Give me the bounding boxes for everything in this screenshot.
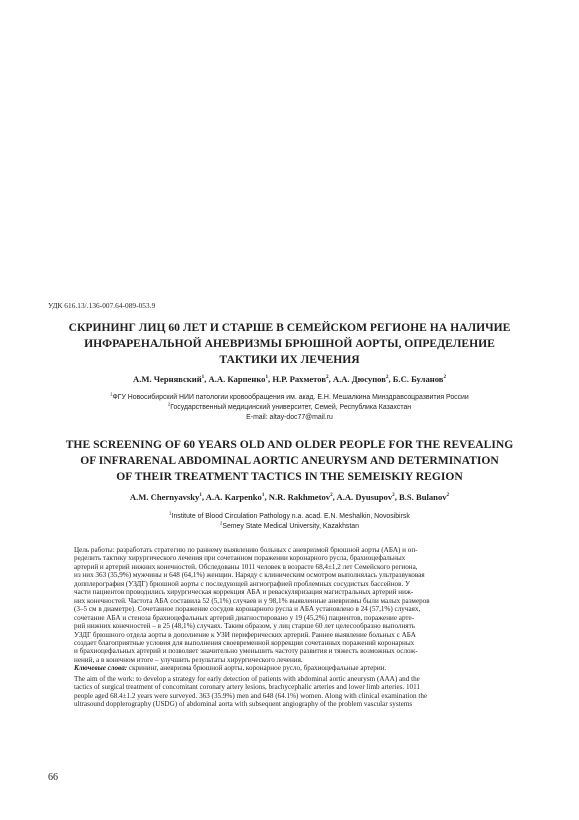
english-title-line: OF INFRARENAL ABDOMINAL AORTIC ANEURYSM AND DETERMINATION: [80, 454, 499, 467]
abstract-line: Цель работы: разработать стратегию по раннему выявлению больных с аневризмой брюшной аорты (АБА) и оп-: [74, 546, 418, 554]
russian-affiliations: [48, 393, 531, 423]
email: [48, 413, 531, 423]
author-separator: ,: [388, 374, 393, 384]
author-name: N.R. Rakhmetov: [268, 492, 331, 502]
author-affil-mark: 2: [385, 374, 389, 381]
author-name: А.А. Карпенко: [208, 374, 266, 384]
author-affil-mark: 2: [443, 374, 447, 381]
abstract-line: артерий и артерий нижних конечностей. Обследованы 1011 человек в возрасте 68,4±1,2 лет Семейского региона,: [74, 562, 418, 571]
english-authors: [48, 492, 531, 502]
english-abstract: [74, 675, 514, 709]
abstract-line: и брахиоцефальных артерий и позволяет значительно уменьшить частоту развития и тяжесть возможных ослож-: [74, 647, 418, 656]
author-separator: ,: [328, 374, 333, 384]
russian-title-line: ИНФРАРЕНАЛЬНОЙ АНЕВРИЗМЫ БРЮШНОЙ АОРТЫ, ОПРЕДЕЛЕНИЕ: [84, 337, 495, 350]
abstract-line: сочетание АБА и стеноза брахиоцефальных артерий диагностировано у 19 (45,2%) пациентов, поражение арте-: [74, 613, 415, 622]
keywords-text: скрининг, аневризма брюшной аорты, коронарное русло, брахиоцефальные артерии.: [127, 664, 387, 673]
affiliation-text: ФГУ Новосибирский НИИ патологии кровообращения им. акад. Е.Н. Мешалкина Минздравсоцразвития России: [112, 394, 469, 401]
abstract-line: рий нижних конечностей – в 25 (48,1%) случаях. Таким образом, у лиц старше 60 лет целесообразно выполнять: [74, 622, 415, 631]
author-name: A.A. Karpenko: [205, 492, 262, 502]
abstract-line: них конечностей. Частота АБА составила 52 (5,1%) случаев и у 98,1% выявленные аневризмы были малых размеров: [74, 596, 430, 605]
author-name: A.M. Chernyavsky: [129, 492, 200, 502]
affiliation: [48, 512, 531, 522]
abstract-line: создает благоприятные условия для выполнения своевременной коррекции сочетанных поражений коронарных: [74, 638, 415, 647]
author-affil-mark: 2: [325, 374, 329, 381]
author-name: Н.Р. Рахметов: [272, 374, 326, 384]
abstract-line: части пациентов проводились хирургическая коррекция АБА и реваскуляризация магистральных артерий ниж-: [74, 588, 414, 597]
affiliation: [48, 522, 531, 532]
author-name: Б.С. Буланов: [392, 374, 444, 384]
author-affil-mark: 1: [261, 492, 265, 499]
affiliation-mark: 2: [220, 520, 223, 526]
author-name: А.М. Чернявский: [132, 374, 202, 384]
abstract-line: ределить тактику хирургического лечения при сочетанном поражении коронарного русла, брахиоцефальных: [74, 554, 406, 563]
russian-title-line: СКРИНИНГ ЛИЦ 60 ЛЕТ И СТАРШЕ В СЕМЕЙСКОМ РЕГИОНЕ НА НАЛИЧИЕ: [68, 321, 511, 334]
russian-title-line: ТАКТИКИ ИХ ЛЕЧЕНИЯ: [219, 353, 360, 366]
affiliation-mark: 2: [167, 401, 171, 407]
author-affil-mark: 1: [201, 374, 205, 381]
udk-code: УДК 616.13/.136-007.64-089-053.9: [48, 301, 156, 310]
abstract-line: The aim of the work: to develop a strategy for early detection of patients with abdominal aortic aneurysm (AAA) and the: [74, 675, 420, 683]
abstract-line: УЗДГ брюшного отдела аорты в дополнение к УЗИ периферических артерий. Раннее выявление больных с АБА: [74, 630, 416, 639]
english-title-line: OF THEIR TREATMENT TACTICS IN THE SEMEISKIY REGION: [116, 470, 463, 483]
keywords-line: [74, 664, 514, 672]
affiliation: [48, 403, 531, 413]
author-affil-mark: 2: [392, 492, 395, 499]
author-name: A.A. Dyusupov: [336, 492, 393, 502]
author-separator: ,: [394, 492, 400, 502]
affiliation-text: Semey State Medical University, Kazakhstan: [222, 523, 359, 531]
abstract-line: из них 363 (35,9%) мужчины и 648 (64,1%) женщин. Наряду с клиническим осмотром выполнялась ультразвуковая: [74, 571, 425, 580]
keywords-label: Ключевые слова:: [74, 664, 128, 673]
author-affil-mark: 2: [446, 492, 450, 499]
affiliation-mark: 1: [169, 510, 172, 516]
author-separator: ,: [332, 492, 337, 502]
author-separator: ,: [201, 492, 206, 502]
abstract-line: допплерография (УЗДГ) брюшной аорты с последующей ангиографией проблемных сосудистых бассейнов. У: [74, 579, 411, 588]
author-name: B.S. Bulanov: [399, 492, 447, 502]
english-title-line: THE SCREENING OF 60 YEARS OLD AND OLDER PEOPLE FOR THE REVEALING: [65, 438, 514, 451]
english-title: [48, 437, 531, 485]
author-separator: ,: [268, 374, 273, 384]
abstract-line: people aged 68.4±1.2 years were surveyed. 363 (35.9%) men and 648 (64.1%) women. Along with clinical examination the: [74, 691, 428, 700]
russian-abstract: [74, 546, 514, 673]
email-text: E-mail: altay-doc77@mail.ru: [246, 414, 333, 422]
abstract-line: ultrasound dopplerography (USDG) of abdominal aorta with subsequent angiography of the problem vascular systems: [74, 700, 413, 709]
russian-title: [48, 320, 531, 368]
author-affil-mark: 1: [265, 374, 269, 381]
russian-authors: [48, 374, 531, 384]
affiliation: [48, 393, 531, 403]
author-affil-mark: 2: [330, 492, 333, 499]
affiliation-text: Institute of Blood Circulation Pathology n.a. acad. E.N. Meshalkin, Novosibirsk: [171, 513, 410, 520]
abstract-line: (3–5 см в диаметре). Сочетанное поражение сосудов коронарного русла и АБА установлено в 24 (57,1%) случаях,: [74, 605, 421, 614]
author-affil-mark: 1: [199, 492, 202, 499]
abstract-line: нений, а в конечном итоге – улучшить результаты хирургического лечения.: [74, 655, 303, 664]
author-separator: ,: [264, 492, 269, 502]
affiliation-text: Государственный медицинский университет, Семей, Республика Казахстан: [170, 404, 412, 412]
author-name: А.А. Дюсупов: [332, 374, 386, 384]
abstract-line: tactics of surgical treatment of concomitant coronary artery lesions, brachycephalic arteries and lower limb arteries. 1011: [74, 683, 420, 692]
affiliation-mark: 1: [110, 391, 113, 397]
author-separator: ,: [204, 374, 209, 384]
english-affiliations: [48, 512, 531, 532]
page-number: 66: [48, 772, 58, 783]
